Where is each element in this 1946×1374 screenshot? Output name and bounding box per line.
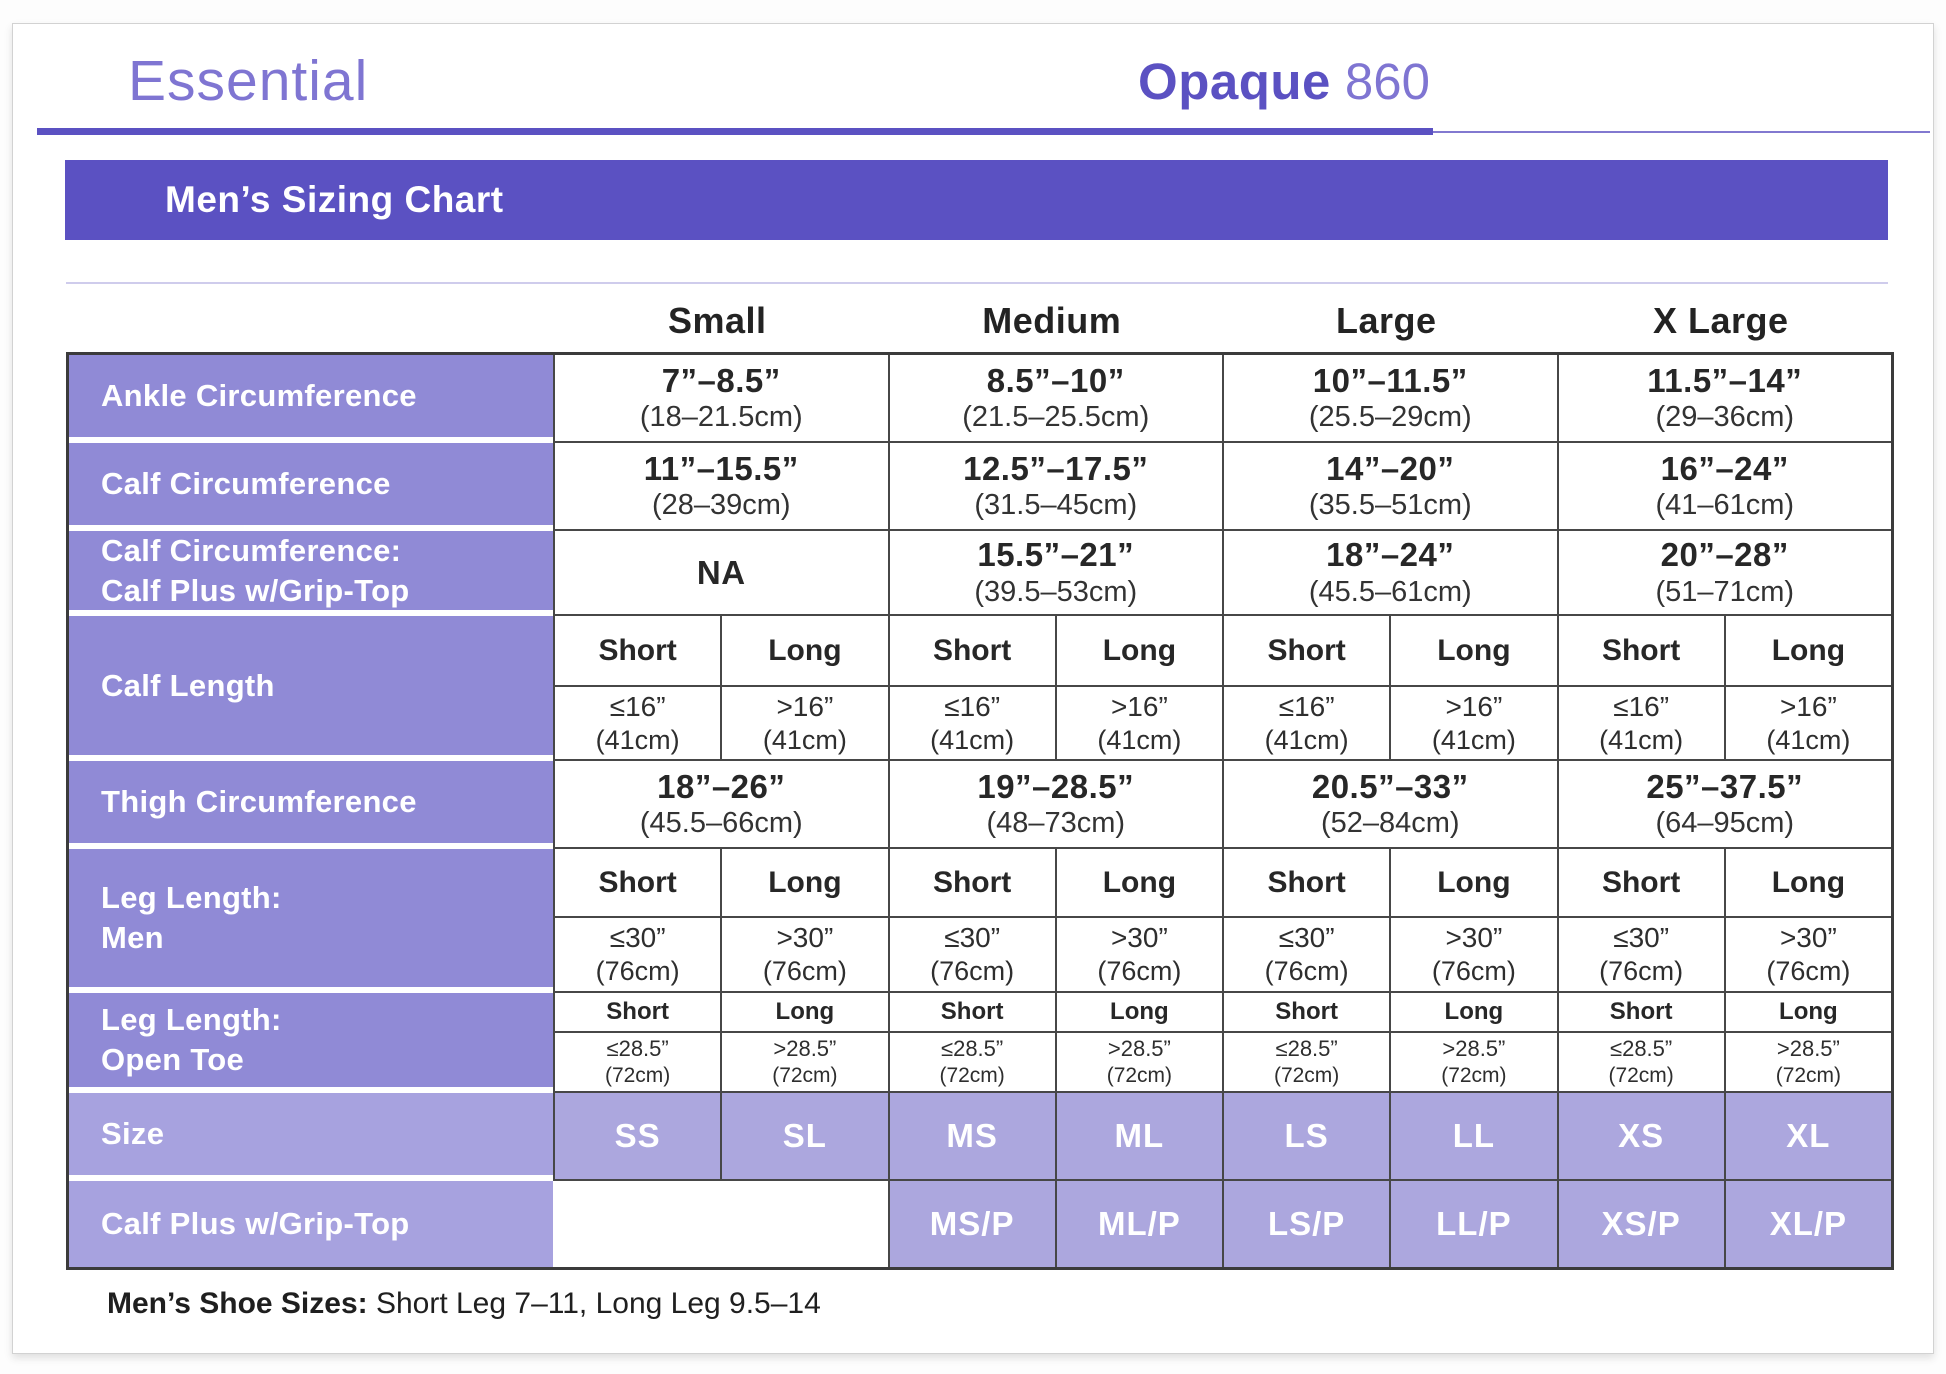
cell-size-sl: SL xyxy=(720,1093,887,1181)
subheader-leg-men-short: Short xyxy=(1557,849,1724,918)
subheader-leg-open-short: Short xyxy=(888,993,1055,1033)
subheader-leg-open-long: Long xyxy=(1389,993,1556,1033)
cell-calfplus-xlarge: 20”–28” (51–71cm) xyxy=(1557,531,1892,616)
cell-leg-open-short: ≤28.5” (72cm) xyxy=(888,1033,1055,1093)
cell-leg-open-long: >28.5” (72cm) xyxy=(720,1033,887,1093)
cell-thigh-medium: 19”–28.5” (48–73cm) xyxy=(888,761,1223,849)
cell-size-ss: SS xyxy=(553,1093,720,1181)
chart-banner-title: Men’s Sizing Chart xyxy=(165,179,504,220)
cell-leg-open-long: >28.5” (72cm) xyxy=(1389,1033,1556,1093)
subheader-calf-length-short: Short xyxy=(553,616,720,687)
product-title xyxy=(1138,52,1430,111)
shoe-sizes-note-text: Short Leg 7–11, Long Leg 9.5–14 xyxy=(367,1287,821,1320)
subheader-leg-open-short: Short xyxy=(1222,993,1389,1033)
cell-ankle-small: 7”–8.5” (18–21.5cm) xyxy=(553,355,888,443)
cell-leg-men-long: >30” (76cm) xyxy=(1389,918,1556,993)
subheader-leg-open-long: Long xyxy=(1055,993,1222,1033)
cell-calf-length-short: ≤16” (41cm) xyxy=(1557,687,1724,761)
shoe-sizes-note xyxy=(107,1287,821,1321)
sizing-table xyxy=(66,352,1894,1270)
row-label-calf-plus-grip: Calf Plus w/Grip-Top xyxy=(69,1181,553,1267)
cell-thigh-large: 20.5”–33” (52–84cm) xyxy=(1222,761,1557,849)
column-header-large: Large xyxy=(1335,300,1437,341)
cell-grip-xlp: XL/P xyxy=(1724,1181,1891,1267)
cell-leg-men-short: ≤30” (76cm) xyxy=(553,918,720,993)
brand-title: Essential xyxy=(128,49,369,113)
cell-size-ll: LL xyxy=(1389,1093,1556,1181)
cell-grip-mlp: ML/P xyxy=(1055,1181,1222,1267)
cell-calf-large: 14”–20” (35.5–51cm) xyxy=(1222,443,1557,531)
cell-size-xl: XL xyxy=(1724,1093,1891,1181)
subheader-leg-men-long: Long xyxy=(720,849,887,918)
row-label-size: Size xyxy=(69,1093,553,1181)
subheader-calf-length-long: Long xyxy=(720,616,887,687)
shoe-sizes-note-label: Men’s Shoe Sizes: xyxy=(107,1287,368,1320)
subheader-leg-open-long: Long xyxy=(720,993,887,1033)
cell-calf-small: 11”–15.5” (28–39cm) xyxy=(553,443,888,531)
cell-calf-length-long: >16” (41cm) xyxy=(720,687,887,761)
cell-leg-open-short: ≤28.5” (72cm) xyxy=(553,1033,720,1093)
cell-thigh-xlarge: 25”–37.5” (64–95cm) xyxy=(1557,761,1892,849)
subheader-calf-length-long: Long xyxy=(1055,616,1222,687)
product-number: 860 xyxy=(1344,53,1430,110)
cell-calf-length-short: ≤16” (41cm) xyxy=(888,687,1055,761)
row-label-ankle: Ankle Circumference xyxy=(69,355,553,443)
cell-thigh-small: 18”–26” (45.5–66cm) xyxy=(553,761,888,849)
cell-size-ms: MS xyxy=(888,1093,1055,1181)
cell-ankle-medium: 8.5”–10” (21.5–25.5cm) xyxy=(888,355,1223,443)
chart-banner xyxy=(65,160,1888,240)
row-label-leg-length-open-toe: Leg Length: Open Toe xyxy=(69,993,553,1093)
subheader-leg-men-long: Long xyxy=(1389,849,1556,918)
cell-grip-llp: LL/P xyxy=(1389,1181,1556,1267)
cell-size-ml: ML xyxy=(1055,1093,1222,1181)
header-rule-thin xyxy=(1433,131,1930,133)
column-header-xlarge: X Large xyxy=(1652,300,1789,341)
subheader-leg-men-long: Long xyxy=(1055,849,1222,918)
cell-leg-men-short: ≤30” (76cm) xyxy=(888,918,1055,993)
cell-calf-xlarge: 16”–24” (41–61cm) xyxy=(1557,443,1892,531)
cell-calfplus-small-na: NA xyxy=(553,531,888,616)
cell-grip-lsp: LS/P xyxy=(1222,1181,1389,1267)
cell-leg-men-long: >30” (76cm) xyxy=(720,918,887,993)
separator-line xyxy=(66,282,1888,284)
cell-grip-msp: MS/P xyxy=(888,1181,1055,1267)
column-header-medium: Medium xyxy=(982,300,1122,341)
cell-leg-open-short: ≤28.5” (72cm) xyxy=(1222,1033,1389,1093)
subheader-leg-men-long: Long xyxy=(1724,849,1891,918)
cell-leg-open-short: ≤28.5” (72cm) xyxy=(1557,1033,1724,1093)
subheader-leg-open-short: Short xyxy=(553,993,720,1033)
column-header-small: Small xyxy=(667,300,767,341)
cell-leg-open-long: >28.5” (72cm) xyxy=(1055,1033,1222,1093)
cell-grip-xsp: XS/P xyxy=(1557,1181,1724,1267)
subheader-calf-length-short: Short xyxy=(1222,616,1389,687)
cell-calf-length-long: >16” (41cm) xyxy=(1389,687,1556,761)
row-label-calf-length: Calf Length xyxy=(69,616,553,761)
header-rule xyxy=(37,128,1433,135)
cell-size-ls: LS xyxy=(1222,1093,1389,1181)
cell-leg-men-short: ≤30” (76cm) xyxy=(1222,918,1389,993)
cell-leg-open-long: >28.5” (72cm) xyxy=(1724,1033,1891,1093)
subheader-calf-length-short: Short xyxy=(888,616,1055,687)
cell-calf-medium: 12.5”–17.5” (31.5–45cm) xyxy=(888,443,1223,531)
cell-calf-length-long: >16” (41cm) xyxy=(1055,687,1222,761)
cell-grip-small-empty xyxy=(553,1181,888,1267)
size-column-headers xyxy=(550,300,1888,342)
cell-size-xs: XS xyxy=(1557,1093,1724,1181)
subheader-leg-men-short: Short xyxy=(888,849,1055,918)
subheader-leg-men-short: Short xyxy=(1222,849,1389,918)
subheader-leg-open-short: Short xyxy=(1557,993,1724,1033)
subheader-leg-open-long: Long xyxy=(1724,993,1891,1033)
cell-calfplus-medium: 15.5”–21” (39.5–53cm) xyxy=(888,531,1223,616)
cell-leg-men-long: >30” (76cm) xyxy=(1055,918,1222,993)
cell-ankle-xlarge: 11.5”–14” (29–36cm) xyxy=(1557,355,1892,443)
subheader-leg-men-short: Short xyxy=(553,849,720,918)
cell-calf-length-long: >16” (41cm) xyxy=(1724,687,1891,761)
row-label-thigh: Thigh Circumference xyxy=(69,761,553,849)
row-label-calf-plus: Calf Circumference: Calf Plus w/Grip-Top xyxy=(69,531,553,616)
row-label-leg-length-men: Leg Length: Men xyxy=(69,849,553,993)
cell-ankle-large: 10”–11.5” (25.5–29cm) xyxy=(1222,355,1557,443)
product-name: Opaque xyxy=(1138,53,1331,110)
cell-leg-men-long: >30” (76cm) xyxy=(1724,918,1891,993)
cell-calfplus-large: 18”–24” (45.5–61cm) xyxy=(1222,531,1557,616)
cell-calf-length-short: ≤16” (41cm) xyxy=(1222,687,1389,761)
cell-calf-length-short: ≤16” (41cm) xyxy=(553,687,720,761)
row-label-calf: Calf Circumference xyxy=(69,443,553,531)
subheader-calf-length-long: Long xyxy=(1724,616,1891,687)
cell-leg-men-short: ≤30” (76cm) xyxy=(1557,918,1724,993)
subheader-calf-length-short: Short xyxy=(1557,616,1724,687)
subheader-calf-length-long: Long xyxy=(1389,616,1556,687)
